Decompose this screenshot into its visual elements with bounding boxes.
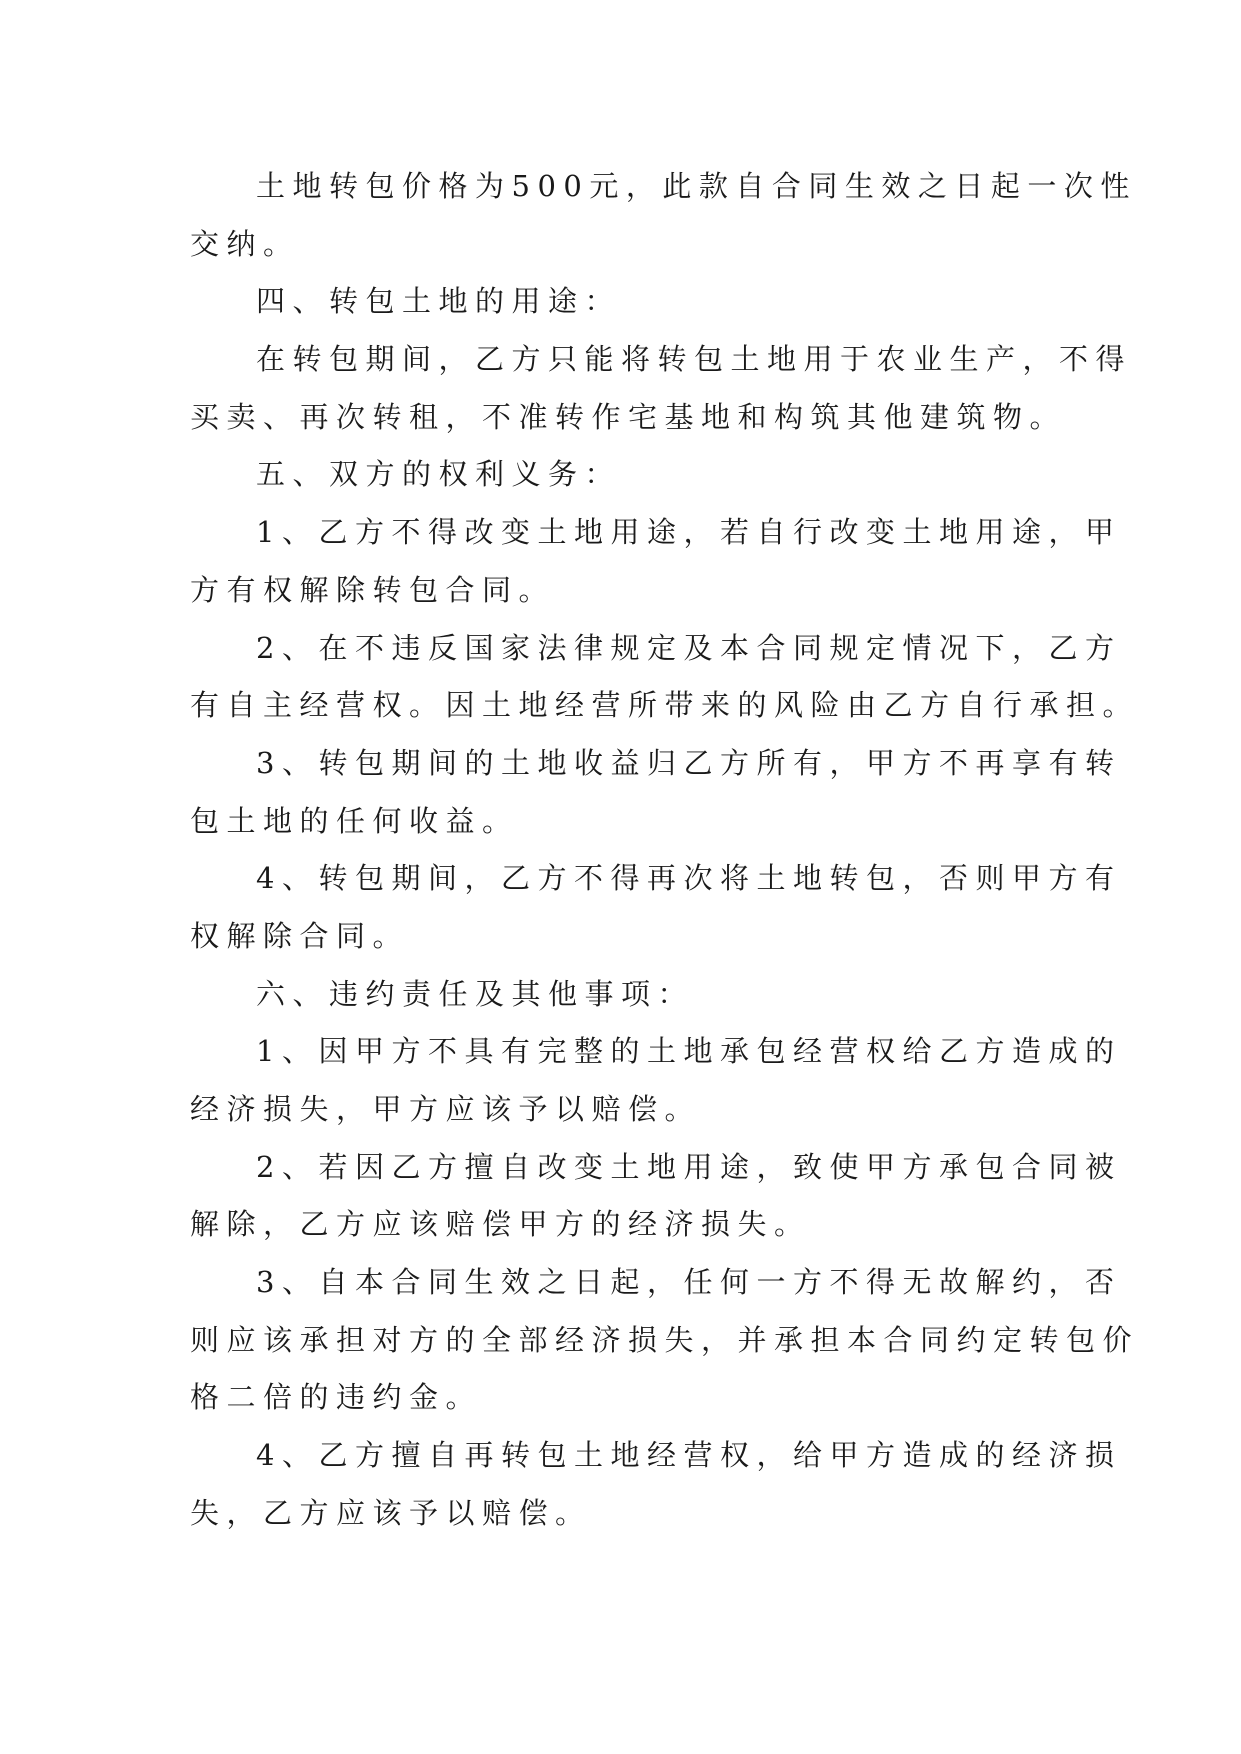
text-line: 解除，乙方应该赔偿甲方的经济损失。: [190, 1207, 811, 1242]
section-heading: 五、双方的权利义务：: [256, 457, 622, 492]
text-line: 3、自本合同生效之日起，任何一方不得无故解约，否: [256, 1265, 1122, 1300]
text-line: 有自主经营权。因土地经营所带来的风险由乙方自行承担。: [190, 688, 1140, 723]
text-line: 2、在不违反国家法律规定及本合同规定情况下，乙方: [256, 630, 1122, 665]
text-line: 3、转包期间的土地收益归乙方所有，甲方不再享有转: [256, 745, 1122, 780]
section-heading: 四、转包土地的用途：: [256, 284, 622, 319]
text-line: 则应该承担对方的全部经济损失，并承担本合同约定转包价: [190, 1322, 1140, 1357]
text-line: 交纳。: [190, 226, 300, 261]
text-line: 土地转包价格为500元，此款自合同生效之日起一次性: [256, 169, 1137, 203]
text-line: 包土地的任何收益。: [190, 803, 519, 838]
text-line: 2、若因乙方擅自改变土地用途，致使甲方承包合同被: [256, 1149, 1122, 1184]
section-heading: 六、违约责任及其他事项：: [256, 976, 695, 1011]
text-line: 1、因甲方不具有完整的土地承包经营权给乙方造成的: [256, 1034, 1122, 1069]
text-line: 失，乙方应该予以赔偿。: [190, 1495, 592, 1530]
text-line: 格二倍的违约金。: [190, 1380, 483, 1415]
text-line: 买卖、再次转租，不准转作宅基地和构筑其他建筑物。: [190, 399, 1067, 434]
text-line: 4、转包期间，乙方不得再次将土地转包，否则甲方有: [256, 861, 1122, 896]
contract-text: [190, 158, 1140, 1543]
text-line: 方有权解除转包合同。: [190, 572, 556, 607]
text-line: 在转包期间，乙方只能将转包土地用于农业生产，不得: [256, 342, 1133, 377]
text-line: 经济损失，甲方应该予以赔偿。: [190, 1092, 702, 1126]
text-line: 4、乙方擅自再转包土地经营权，给甲方造成的经济损: [256, 1438, 1122, 1473]
text-line: 1、乙方不得改变土地用途，若自行改变土地用途，甲: [256, 515, 1122, 550]
text-line: 权解除合同。: [190, 918, 410, 953]
